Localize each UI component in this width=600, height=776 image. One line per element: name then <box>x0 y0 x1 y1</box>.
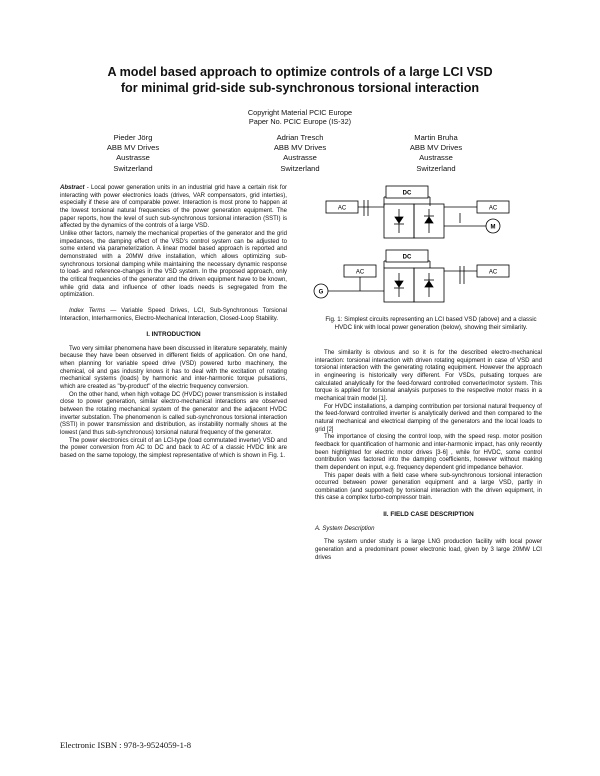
abstract <box>60 185 287 231</box>
figure-1-caption: Fig. 1: Simplest circuits representing an LCI based VSD (above) and a classic HVDC link with local power generation (below), showing their similarity. <box>325 316 537 331</box>
right-paragraph-1: The similarity is obvious and so it is for the described electro-mechanical interaction: torsional interaction with driven rotating equipment in case of VSD and torsional interaction with the generating rotating equipment. However the approach in engineering is historically very different. For VSDs, pulsating torques are calculated analytically for the feed-forward controlled converter/motor system. This torque is applied for torsional analysis purposes to the respective motor mass in a mechanical train model [1]. <box>315 350 542 402</box>
title-line-1: A model based approach to optimize controls of a large LCI VSD <box>107 65 493 79</box>
ac-label-bottom-right: AC <box>488 269 498 276</box>
ac-label-bottom-left: AC <box>355 269 365 276</box>
index-terms <box>60 308 287 323</box>
author-block-2 <box>240 133 360 174</box>
dc-label-bottom: DC <box>402 254 412 261</box>
left-column <box>60 185 287 461</box>
intro-paragraph-3: The power electronics circuit of an LCI-type (load commutated inverter) VSD and the power conversion from AC to DC and back to AC of a classic HVDC link are based on the same topology, the simplest representative of which is shown in Fig. 1. <box>60 437 287 459</box>
figure-1-circuit-diagrams <box>310 184 540 312</box>
author-company: ABB MV Drives <box>106 143 160 153</box>
author-street: Austrasse <box>419 153 453 163</box>
index-terms-label: Index Terms <box>69 307 106 314</box>
author-name: Pieder Jörg <box>113 133 153 142</box>
author-company: ABB MV Drives <box>273 143 327 153</box>
right-paragraph-5: The system under study is a large LNG production facility with local power generation and a predominant power electronic load, given by 3 large 20MW LCI drives <box>315 539 542 561</box>
subsection-heading-system-description: A. System Description <box>315 525 375 532</box>
intro-paragraph-1: Two very similar phenomena have been discussed in literature separately, mainly because they have been observed in different fields of application. On one hand, when planning for variable speed drive (VSD) powered turbo machinery, the chemical, oil and gas industry knows it has to deal with the excitation of rotating mechanical systems (loads) by harmonic and inter-harmonic torque pulsations, which are created as "by-product" of the electric frequency conversion. <box>60 345 287 391</box>
right-column <box>315 350 542 562</box>
generator-label: G <box>318 289 324 296</box>
copyright-line: Copyright Material PCIC Europe <box>247 108 353 117</box>
intro-paragraph-2: On the other hand, when high voltage DC (HVDC) power transmission is installed close to power generation, similar electro-mechanical interactions are observed between the rotating mechanical system of the generator and the adjacent HVDC inverter substation. The phenomenon is called sub-synchronous torsional interaction (SSTI) in power transmission and distribution, as instability normally shows at the lowest (and thus sub-synchronous) torsional natural frequency of the generator. <box>60 391 287 437</box>
section-heading-field-case: II. FIELD CASE DESCRIPTION <box>383 511 474 519</box>
author-street: Austrasse <box>283 153 317 163</box>
abstract-label: Abstract <box>60 185 85 191</box>
motor-label: M <box>490 224 496 231</box>
dc-label-top: DC <box>402 190 412 197</box>
abstract-paragraph-2: Unlike other factors, namely the mechanical properties of the generator and the grid impedances, the damping effect of the VSD's control system can be adjusted to some extend via parameterization. A linear model based approach is reported and demonstrated with a 20MW drive installation, which allows optimizing sub-synchronous torsional damping while maintaining the necessary dynamic response to load- and reference-changes in the VSD system. In the proposed approach, only the critical frequencies of the generator and the driven equipment have to be known, while grid data and influence of other loads needs is segregated from the optimization. <box>60 230 287 299</box>
section-heading-introduction: I. INTRODUCTION <box>146 331 201 339</box>
author-country: Switzerland <box>113 163 153 173</box>
author-block-1 <box>73 133 193 174</box>
author-country: Switzerland <box>416 163 456 173</box>
author-company: ABB MV Drives <box>409 143 463 153</box>
author-name: Martin Bruha <box>414 133 458 142</box>
paper-number: Paper No. PCIC Europe (IS-32) <box>248 117 352 126</box>
right-paragraph-2: For HVDC installations, a damping contribution per torsional natural frequency of the feed-forward controlled inverter is analytically derived and then compared to the natural mechanical and electrical damping of the generators and the local loads to grid [2] <box>315 403 542 433</box>
author-street: Austrasse <box>116 153 150 163</box>
ac-label-top-left: AC <box>337 205 347 212</box>
abstract-text: - Local power generation units in an industrial grid have a certain risk for interacting with power electronics loads (drives, VAR compensators, grid interties), especially if these are of comparable power. Interaction is most prone to happen at the lowest torsional natural frequencies of the power generation equipment. The paper reports, how the level of such sub-synchronous torsional interaction (SSTI) is affected by the dynamics of the controls of a large VSD. <box>60 185 287 230</box>
title-line-2: for minimal grid-side sub-synchronous torsional interaction <box>120 81 480 95</box>
ac-label-top-right: AC <box>488 205 498 212</box>
index-terms-text: — Variable Speed Drives, LCI, Sub-Synchronous Torsional Interaction, Interharmonics, Electro-Mechanical Interaction, Closed-Loop Stability. <box>60 307 287 322</box>
author-block-3 <box>376 133 496 174</box>
right-paragraph-4: This paper deals with a field case where sub-synchronous torsional interaction occurred between power generation equipment and a large VSD, partly in combination (and supported) by torsional interaction with the driven equipment, in this case a complex turbo-compressor train. <box>315 472 542 502</box>
author-country: Switzerland <box>280 163 320 173</box>
right-paragraph-3: The importance of closing the control loop, with the speed resp. motor position feedback for quantification of harmonic and inter-harmonic impact, has only recently been highlighted for electric motor drives [3-6] , while for HVDC, some control contribution was factored into the damping coefficients, however without making them dependent on input, e.g. frequency dependent grid impedance behavior. <box>315 434 542 471</box>
isbn-footer: Electronic ISBN : 978-3-9524059-1-8 <box>60 740 192 750</box>
author-name: Adrian Tresch <box>276 133 324 142</box>
paper-title <box>60 64 540 96</box>
